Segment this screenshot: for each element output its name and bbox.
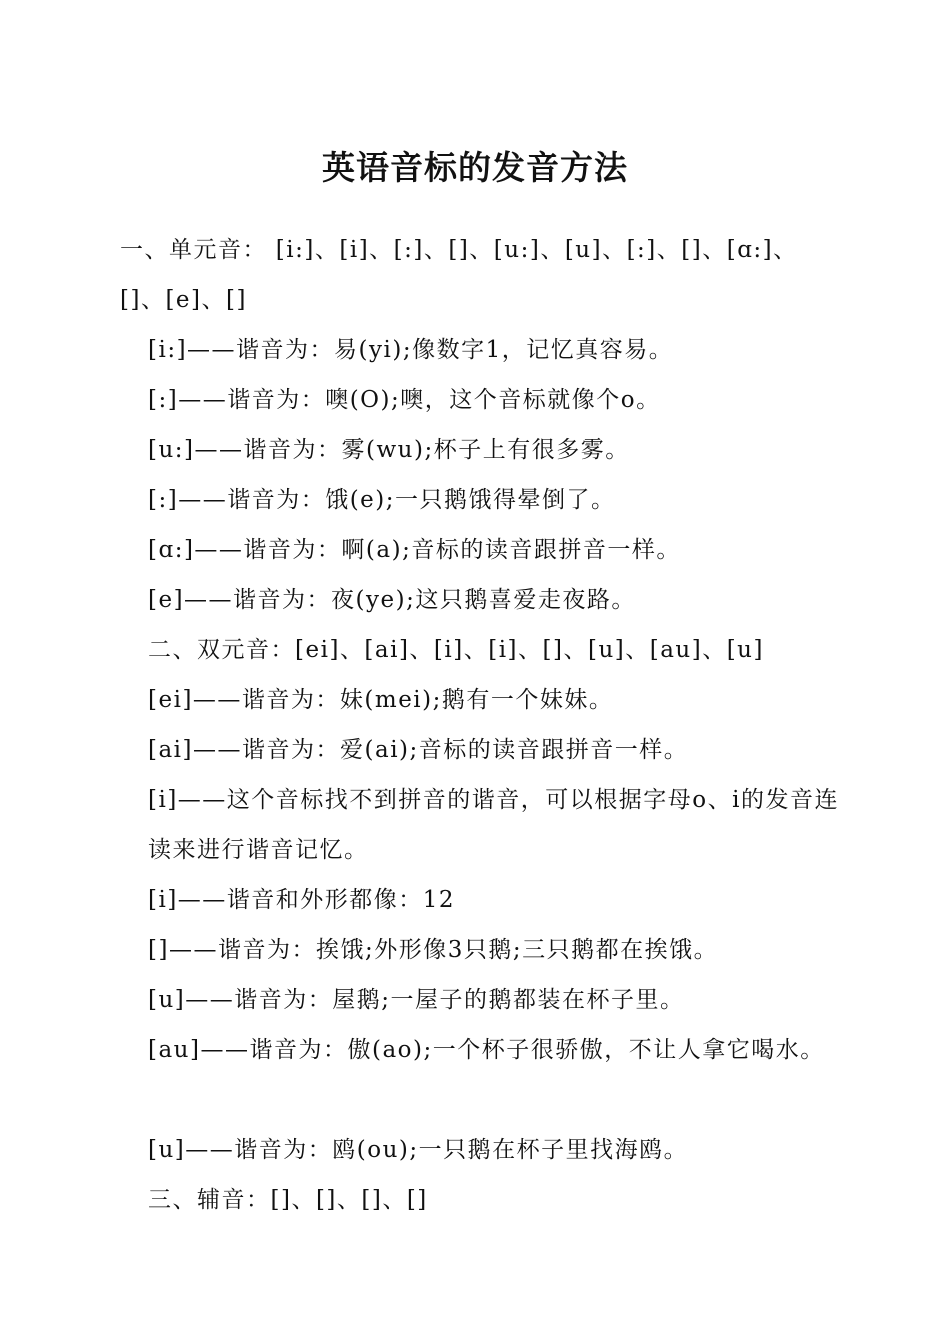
paragraph-ai: [ai]——谐音为：爱(ai);音标的读音跟拼音一样。 [148,737,689,763]
paragraph-ee: []——谐音为：挨饿;外形像3只鹅;三只鹅都在挨饿。 [148,937,719,963]
paragraph-ei: [ei]——谐音为：妹(mei);鹅有一个妹妹。 [148,687,614,713]
document-title: 英语音标的发音方法 [322,148,628,187]
paragraph-au: [au]——谐音为：傲(ao);一个杯子很骄傲，不让人拿它喝水。 [148,1037,825,1063]
paragraph-ou: [u]——谐音为：鸥(ou);一只鹅在杯子里找海鸥。 [148,1137,689,1163]
paragraph-ie: [i]——谐音和外形都像：12 [148,887,456,913]
paragraph-oi: [i]——这个音标找不到拼音的谐音，可以根据字母o、i的发音连读来进行谐音记忆。 [148,787,840,863]
paragraph-a-long: [ɑ:]——谐音为：啊(a);音标的读音跟拼音一样。 [148,537,681,563]
paragraph-diphthongs-heading: 二、双元音：[ei]、[ai]、[i]、[i]、[]、[u]、[au]、[u] [148,637,764,663]
paragraph-e: [e]——谐音为：夜(ye);这只鹅喜爱走夜路。 [148,587,636,613]
document-body [120,225,840,1225]
paragraph-u-long: [u:]——谐音为：雾(wu);杯子上有很多雾。 [148,437,630,463]
paragraph-consonants-heading: 三、辅音：[]、[]、[]、[] [148,1187,428,1213]
blank-line [120,1075,840,1125]
paragraph-schwa-long: [:]——谐音为：饿(e);一只鹅饿得晕倒了。 [148,487,616,513]
paragraph-i-long: [i:]——谐音为：易(yi);像数字1，记忆真容易。 [148,337,674,363]
paragraph-ue: [u]——谐音为：屋鹅;一屋子的鹅都装在杯子里。 [148,987,685,1013]
paragraph-o-long: [:]——谐音为：噢(O);噢，这个音标就像个o。 [148,387,661,413]
paragraph-vowels-heading: 一、单元音： [i:]、[i]、[:]、[]、[u:]、[u]、[:]、[]、[ɑ:]、[]、[e]、[] [120,237,798,313]
